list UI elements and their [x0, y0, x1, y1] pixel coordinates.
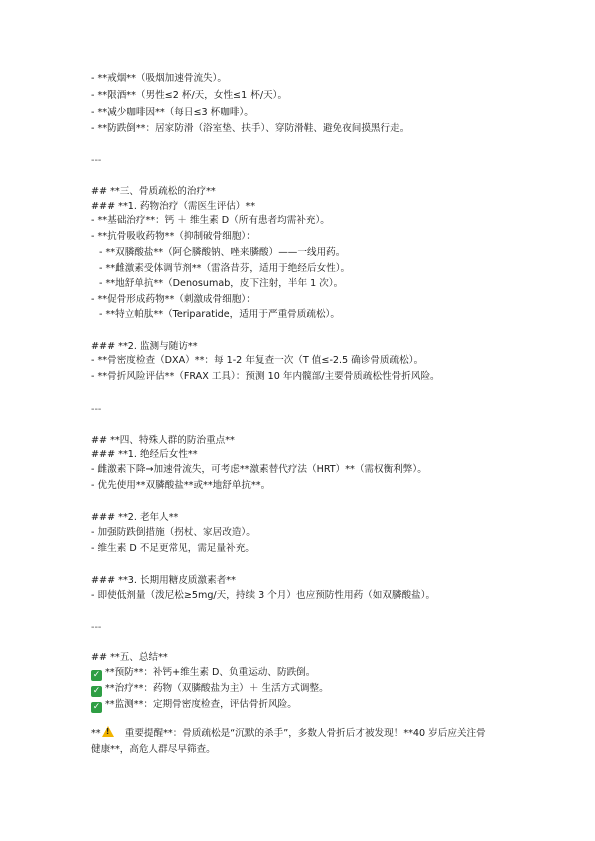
reminder-line-2: 健康**，高危人群尽早筛查。: [91, 744, 216, 755]
list-item: - **防跌倒**：居家防滑（浴室垫、扶手）、穿防滑鞋、避免夜间摸黑行走。: [91, 123, 410, 134]
reminder-prefix: **: [91, 728, 101, 739]
important-reminder: [91, 726, 511, 758]
list-item: - **特立帕肽**（Teriparatide，适用于严重骨质疏松）。: [99, 309, 340, 320]
reminder-text: 重要提醒**：骨质疏松是“沉默的杀手”，多数人骨折后才被发现！**40 岁后应关注骨: [124, 728, 486, 739]
list-item: - 即使低剂量（泼尼松≥5mg/天，持续 3 个月）也应预防性用药（如双膦酸盐）。: [91, 590, 436, 601]
subsection-heading: ### **1. 药物治疗（需医生评估）**: [91, 201, 256, 212]
subsection-heading: ### **2. 老年人**: [91, 512, 179, 523]
list-item: - **骨密度检查（DXA）**：每 1-2 年复查一次（T 值≤-2.5 确诊骨质疏松）。: [91, 355, 424, 366]
horizontal-rule: ---: [91, 155, 102, 166]
summary-item: [91, 666, 315, 681]
list-item: - **雌激素受体调节剂**（雷洛昔芬，适用于绝经后女性）。: [99, 263, 351, 274]
subsection-heading: ### **1. 绝经后女性**: [91, 449, 198, 460]
list-item: - **减少咖啡因**（每日≤3 杯咖啡）。: [91, 107, 254, 118]
list-item: - 雌激素下降→加速骨流失，可考虑**激素替代疗法（HRT）**（需权衡利弊）。: [91, 464, 427, 475]
summary-item: [91, 682, 329, 697]
list-item: - 维生素 D 不足更常见，需足量补充。: [91, 543, 255, 554]
subsection-heading: ### **2. 监测与随访**: [91, 341, 198, 352]
list-item: - **戒烟**（吸烟加速骨流失）。: [91, 73, 228, 84]
summary-text: **治疗**：药物（双膦酸盐为主）＋ 生活方式调整。: [105, 683, 329, 694]
section-heading: ## **三、骨质疏松的治疗**: [91, 186, 216, 197]
list-item: - **促骨形成药物**（刺激成骨细胞）：: [91, 294, 256, 305]
warning-icon: !: [102, 726, 114, 737]
check-icon: ✓: [92, 670, 101, 680]
list-item: - **限酒**（男性≤2 杯/天，女性≤1 杯/天）。: [91, 90, 288, 101]
check-icon: ✓: [92, 686, 101, 696]
list-item: - **骨折风险评估**（FRAX 工具）：预测 10 年内髋部/主要骨质疏松性骨折风险。: [91, 371, 440, 382]
subsection-heading: ### **3. 长期用糖皮质激素者**: [91, 575, 236, 586]
list-item: - **抗骨吸收药物**（抑制破骨细胞）：: [91, 231, 256, 242]
summary-text: **监测**：定期骨密度检查，评估骨折风险。: [105, 699, 297, 710]
check-icon: ✓: [92, 702, 101, 712]
section-heading: ## **四、特殊人群的防治重点**: [91, 435, 235, 446]
list-item: - 加强防跌倒措施（拐杖、家居改造）。: [91, 527, 256, 538]
section-heading: ## **五、总结**: [91, 652, 168, 663]
list-item: - **基础治疗**：钙 ＋ 维生素 D（所有患者均需补充）。: [91, 215, 330, 226]
summary-item: [91, 698, 297, 713]
horizontal-rule: ---: [91, 622, 102, 633]
reminder-line-1: [91, 726, 511, 742]
list-item: - **地舒单抗**（Denosumab，皮下注射，半年 1 次）。: [99, 278, 344, 289]
list-item: - **双膦酸盐**（阿仑膦酸钠、唑来膦酸）——一线用药。: [99, 247, 346, 258]
horizontal-rule: ---: [91, 404, 102, 415]
list-item: - 优先使用**双膦酸盐**或**地舒单抗**。: [91, 480, 271, 491]
summary-text: **预防**：补钙+维生素 D、负重运动、防跌倒。: [105, 667, 316, 678]
